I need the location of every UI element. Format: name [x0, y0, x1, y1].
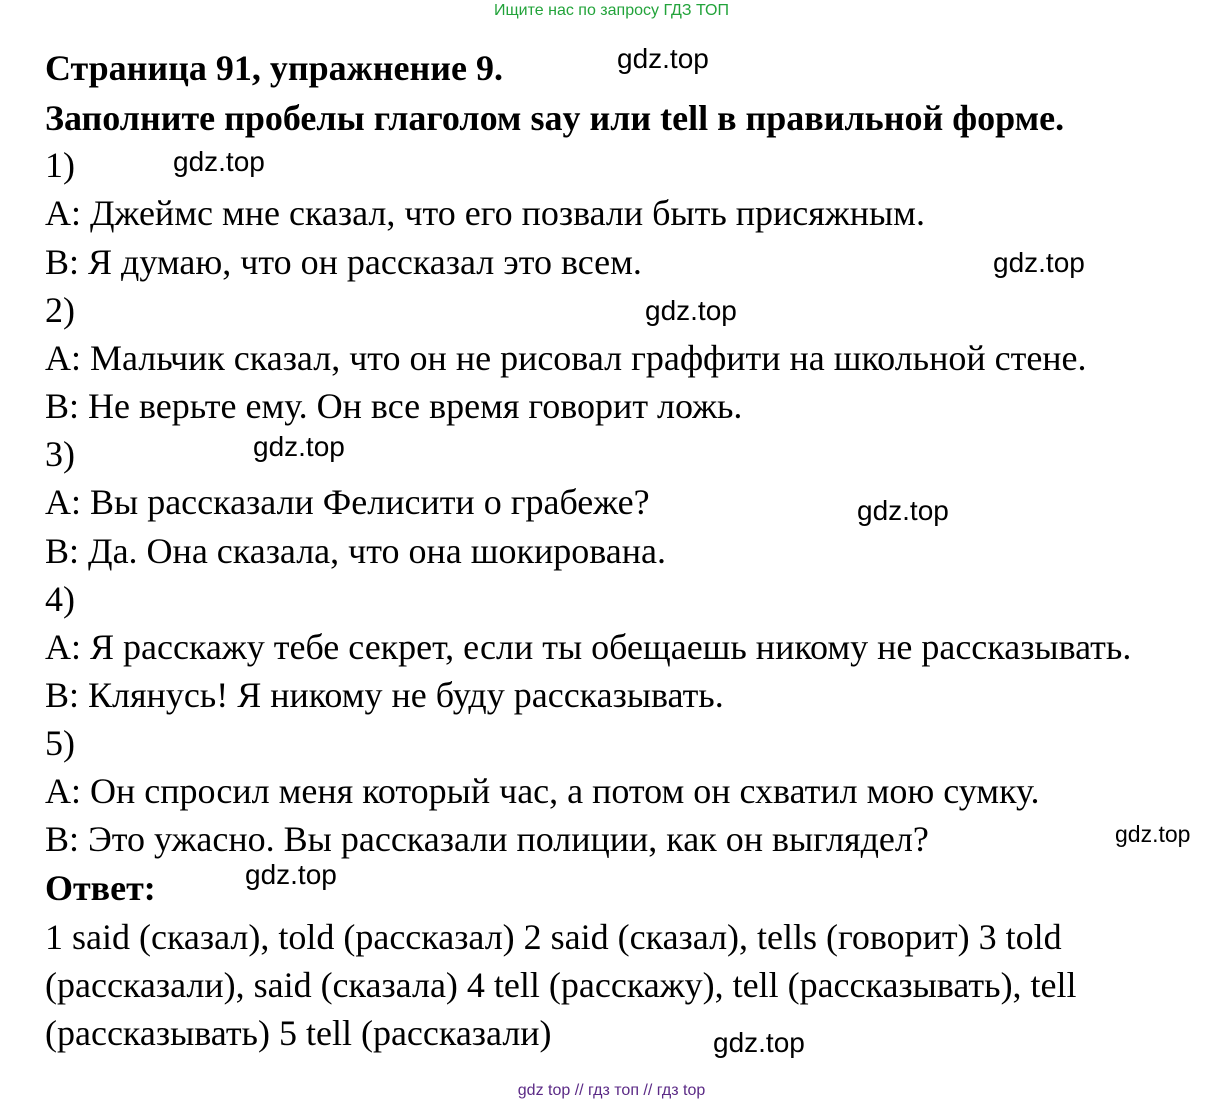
- exercise-line-a: A: Я расскажу тебе секрет, если ты обещаешь никому не рассказывать.: [45, 627, 1132, 667]
- watermark: gdz.top: [993, 247, 1085, 278]
- answer-line: 1 said (сказал), told (рассказал) 2 said (сказал), tells (говорит) 3 told: [45, 917, 1062, 957]
- exercise-line-a: A: Джеймс мне сказал, что его позвали быть присяжным.: [45, 193, 925, 233]
- watermark: gdz.top: [617, 43, 709, 74]
- exercise-line-b: B: Клянусь! Я никому не буду рассказывать.: [45, 675, 724, 715]
- watermark: gdz.top: [245, 859, 337, 890]
- exercise-number: 2): [45, 290, 75, 330]
- exercise-line-a: A: Мальчик сказал, что он не рисовал граффити на школьной стене.: [45, 338, 1087, 378]
- footer-watermark: gdz top // гдз топ // гдз top: [517, 1082, 706, 1099]
- exercise-line-b: B: Да. Она сказала, что она шокирована.: [45, 531, 666, 571]
- exercise-line-b: B: Я думаю, что он рассказал это всем.: [45, 242, 642, 282]
- exercise-line-b: B: Не верьте ему. Он все время говорит ложь.: [45, 386, 743, 426]
- exercise-line-a: A: Он спросил меня который час, а потом он схватил мою сумку.: [45, 771, 1040, 811]
- exercise-number: 5): [45, 723, 75, 763]
- answer-line: (рассказывать) 5 tell (рассказали): [45, 1013, 552, 1053]
- exercise-number: 4): [45, 579, 75, 619]
- top-banner: Ищите нас по запросу ГДЗ ТОП: [494, 2, 729, 19]
- watermark: gdz.top: [645, 295, 737, 326]
- exercise-number: 1): [45, 145, 75, 185]
- exercise-number: 3): [45, 434, 75, 474]
- watermark: gdz.top: [253, 431, 345, 462]
- exercise-line-a: A: Вы рассказали Фелисити о грабеже?: [45, 482, 650, 522]
- answer-line: (рассказали), said (сказала) 4 tell (расскажу), tell (рассказывать), tell: [45, 965, 1077, 1005]
- watermark: gdz.top: [173, 146, 265, 177]
- task-instruction: Заполните пробелы глаголом say или tell в правильной форме.: [45, 98, 1065, 138]
- page-title: Страница 91, упражнение 9.: [45, 48, 503, 88]
- answer-label: Ответ:: [45, 868, 156, 908]
- watermark: gdz.top: [713, 1027, 805, 1058]
- exercise-line-b: B: Это ужасно. Вы рассказали полиции, как он выглядел?: [45, 819, 929, 859]
- watermark: gdz.top: [857, 495, 949, 526]
- watermark: gdz.top: [1115, 821, 1191, 847]
